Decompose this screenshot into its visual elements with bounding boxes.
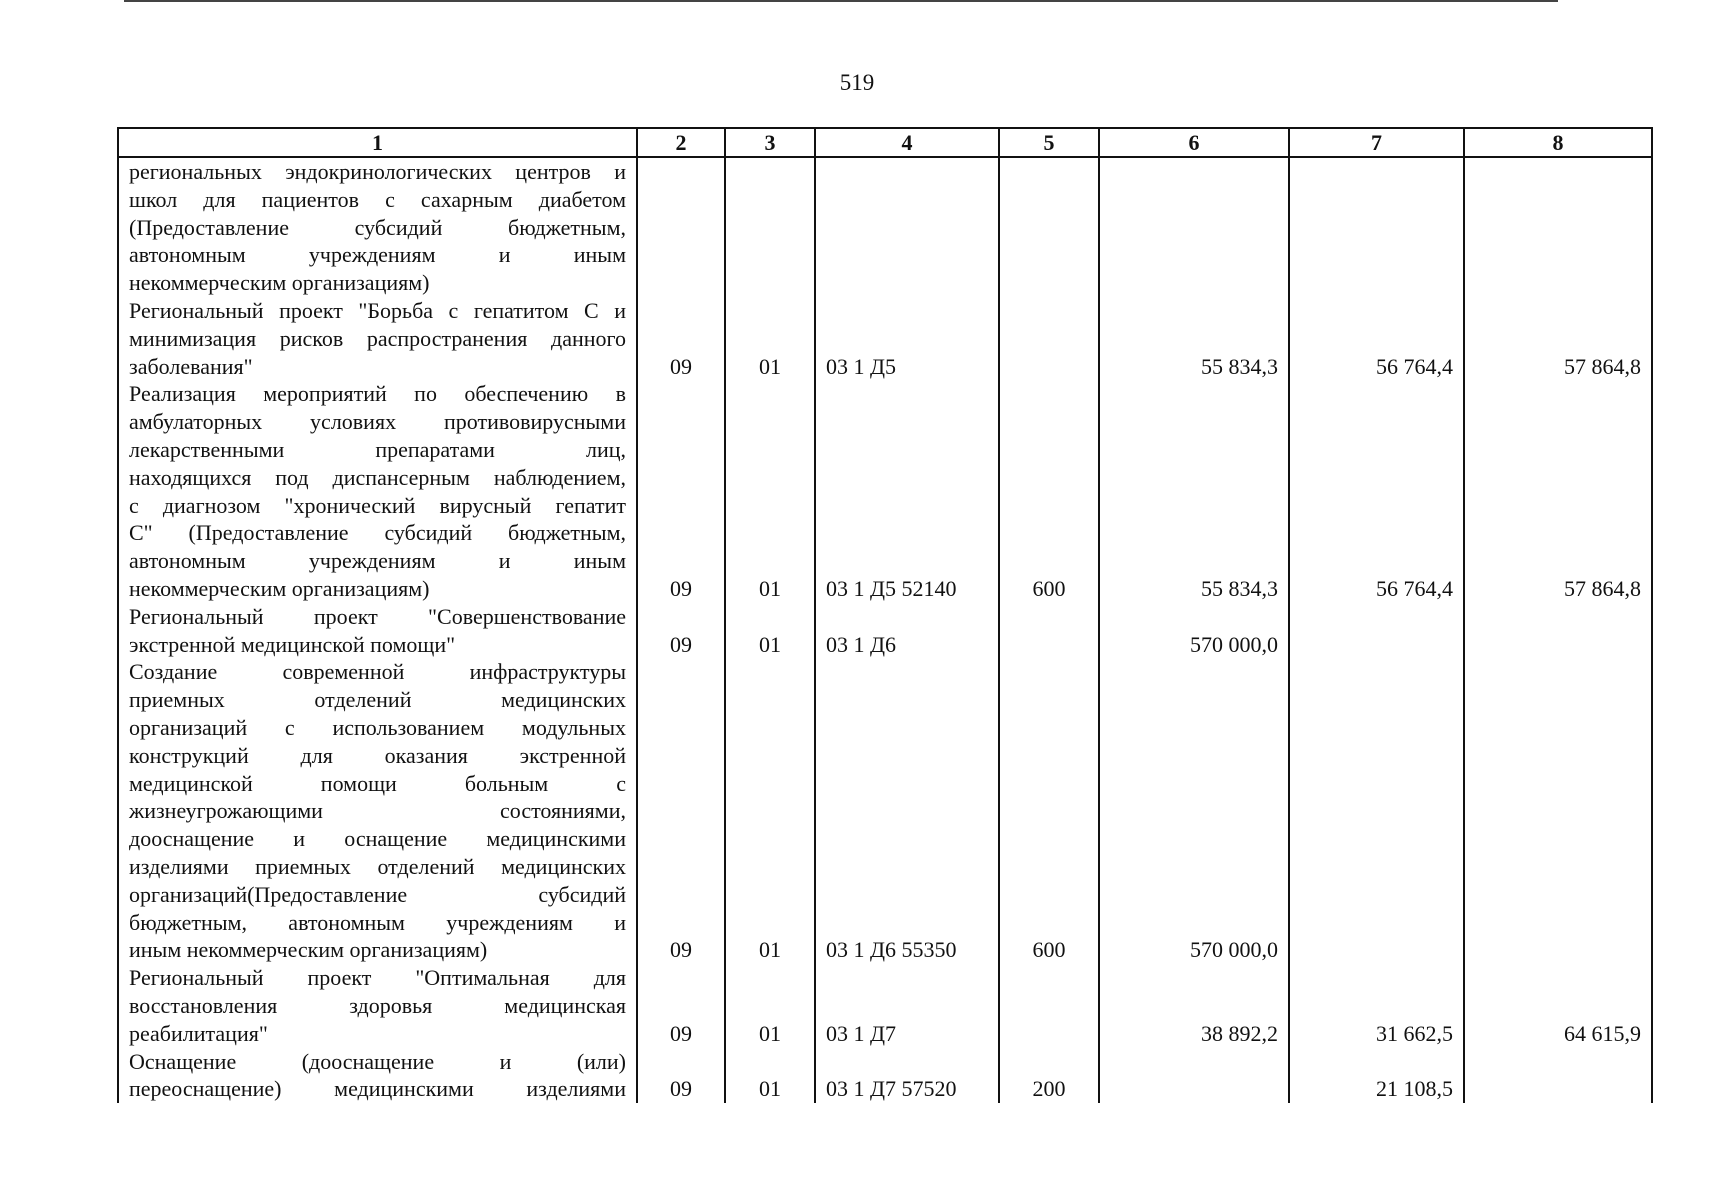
description-line: некоммерческим организациям) [129,575,430,601]
row-description [118,1048,637,1104]
description-line: Реализация мероприятий по обеспечению в [129,381,626,407]
row-description [118,964,637,1047]
header-row [118,128,1652,157]
cell-c2: 09 [637,297,725,380]
table-row [118,380,1652,602]
cell-c7 [1289,603,1464,659]
description-line: с диагнозом "хронический вирусный гепатит [129,492,626,518]
cell-c3: 01 [725,964,815,1047]
table-row [118,964,1652,1047]
cell-c5 [999,964,1099,1047]
header-col-1: 1 [118,128,637,157]
description-line: иным некоммерческим организациям) [129,937,488,963]
description-line: переоснащение) медицинскими изделиями [129,1076,626,1102]
description-line: Региональный проект "Борьба с гепатитом С и [129,297,626,323]
description-line: (Предоставление субсидий бюджетным, [129,214,626,240]
description-line: автономным учреждениям и иным [129,548,626,574]
cell-c5 [999,157,1099,297]
description-line: приемных отделений медицинских [129,687,626,713]
cell-c7: 31 662,5 [1289,964,1464,1047]
row-description [118,297,637,380]
row-description [118,658,637,964]
cell-c3: 01 [725,658,815,964]
header-col-4: 4 [815,128,999,157]
description-line: С" (Предоставление субсидий бюджетным, [129,520,626,546]
cell-c8 [1464,1048,1652,1104]
cell-c3: 01 [725,603,815,659]
cell-c2: 09 [637,603,725,659]
cell-c4: 03 1 Д5 [815,297,999,380]
cell-c8 [1464,658,1652,964]
header-col-5: 5 [999,128,1099,157]
description-line: амбулаторных условиях противовирусными [129,409,626,435]
row-description [118,380,637,602]
cell-c8 [1464,603,1652,659]
description-line: заболевания" [129,353,253,379]
cell-c3: 01 [725,297,815,380]
cell-c5: 600 [999,658,1099,964]
description-line: минимизация рисков распространения данного [129,325,626,351]
table-row [118,297,1652,380]
description-line: конструкций для оказания экстренной [129,742,626,768]
description-line: Региональный проект "Оптимальная для [129,965,626,991]
row-description [118,157,637,297]
description-line: дооснащение и оснащение медицинскими [129,826,626,852]
cell-c8: 57 864,8 [1464,380,1652,602]
description-line: изделиями приемных отделений медицинских [129,853,626,879]
cell-c7: 21 108,5 [1289,1048,1464,1104]
header-col-6: 6 [1099,128,1289,157]
cell-c8: 64 615,9 [1464,964,1652,1047]
cell-c6 [1099,157,1289,297]
header-col-8: 8 [1464,128,1652,157]
description-line: Региональный проект "Совершенствование [129,603,626,629]
cell-c2: 09 [637,1048,725,1104]
cell-c4 [815,157,999,297]
cell-c7 [1289,157,1464,297]
cell-c3: 01 [725,1048,815,1104]
description-line: школ для пациентов с сахарным диабетом [129,186,626,212]
description-line: реабилитация" [129,1020,268,1046]
cell-c6 [1099,1048,1289,1104]
cell-c6: 570 000,0 [1099,603,1289,659]
description-line: восстановления здоровья медицинская [129,992,626,1018]
page-top-rule [124,0,1558,2]
cell-c2 [637,157,725,297]
cell-c8: 57 864,8 [1464,297,1652,380]
cell-c3 [725,157,815,297]
description-line: Оснащение (дооснащение и (или) [129,1048,626,1074]
cell-c4: 03 1 Д6 55350 [815,658,999,964]
table-row [118,603,1652,659]
description-line: лекарственными препаратами лиц, [129,436,626,462]
table-row [118,658,1652,964]
cell-c4: 03 1 Д5 52140 [815,380,999,602]
description-line: экстренной медицинской помощи" [129,631,456,657]
description-line: некоммерческим организациям) [129,270,430,296]
cell-c6: 570 000,0 [1099,658,1289,964]
cell-c4: 03 1 Д7 57520 [815,1048,999,1104]
cell-c5: 200 [999,1048,1099,1104]
description-line: медицинской помощи больным с [129,770,626,796]
cell-c4: 03 1 Д6 [815,603,999,659]
row-description [118,603,637,659]
table-row [118,157,1652,297]
description-line: автономным учреждениям и иным [129,242,626,268]
cell-c7 [1289,658,1464,964]
cell-c6: 38 892,2 [1099,964,1289,1047]
cell-c5 [999,297,1099,380]
description-line: бюджетным, автономным учреждениям и [129,909,626,935]
cell-c6: 55 834,3 [1099,380,1289,602]
description-line: организаций с использованием модульных [129,714,626,740]
header-col-2: 2 [637,128,725,157]
description-line: находящихся под диспансерным наблюдением, [129,464,626,490]
cell-c6: 55 834,3 [1099,297,1289,380]
cell-c7: 56 764,4 [1289,297,1464,380]
description-line: жизнеугрожающими состояниями, [129,798,626,824]
page-number: 519 [839,70,875,95]
cell-c5 [999,603,1099,659]
cell-c7: 56 764,4 [1289,380,1464,602]
header-col-7: 7 [1289,128,1464,157]
cell-c2: 09 [637,658,725,964]
cell-c8 [1464,157,1652,297]
cell-c3: 01 [725,380,815,602]
cell-c5: 600 [999,380,1099,602]
cell-c2: 09 [637,380,725,602]
description-line: региональных эндокринологических центров и [129,159,626,184]
cell-c2: 09 [637,964,725,1047]
description-line: Создание современной инфраструктуры [129,659,626,685]
cell-c4: 03 1 Д7 [815,964,999,1047]
header-col-3: 3 [725,128,815,157]
table-row [118,1048,1652,1104]
budget-table [117,127,1653,1103]
description-line: организаций(Предоставление субсидий [129,881,626,907]
page-bottom-margin [0,1110,1714,1200]
